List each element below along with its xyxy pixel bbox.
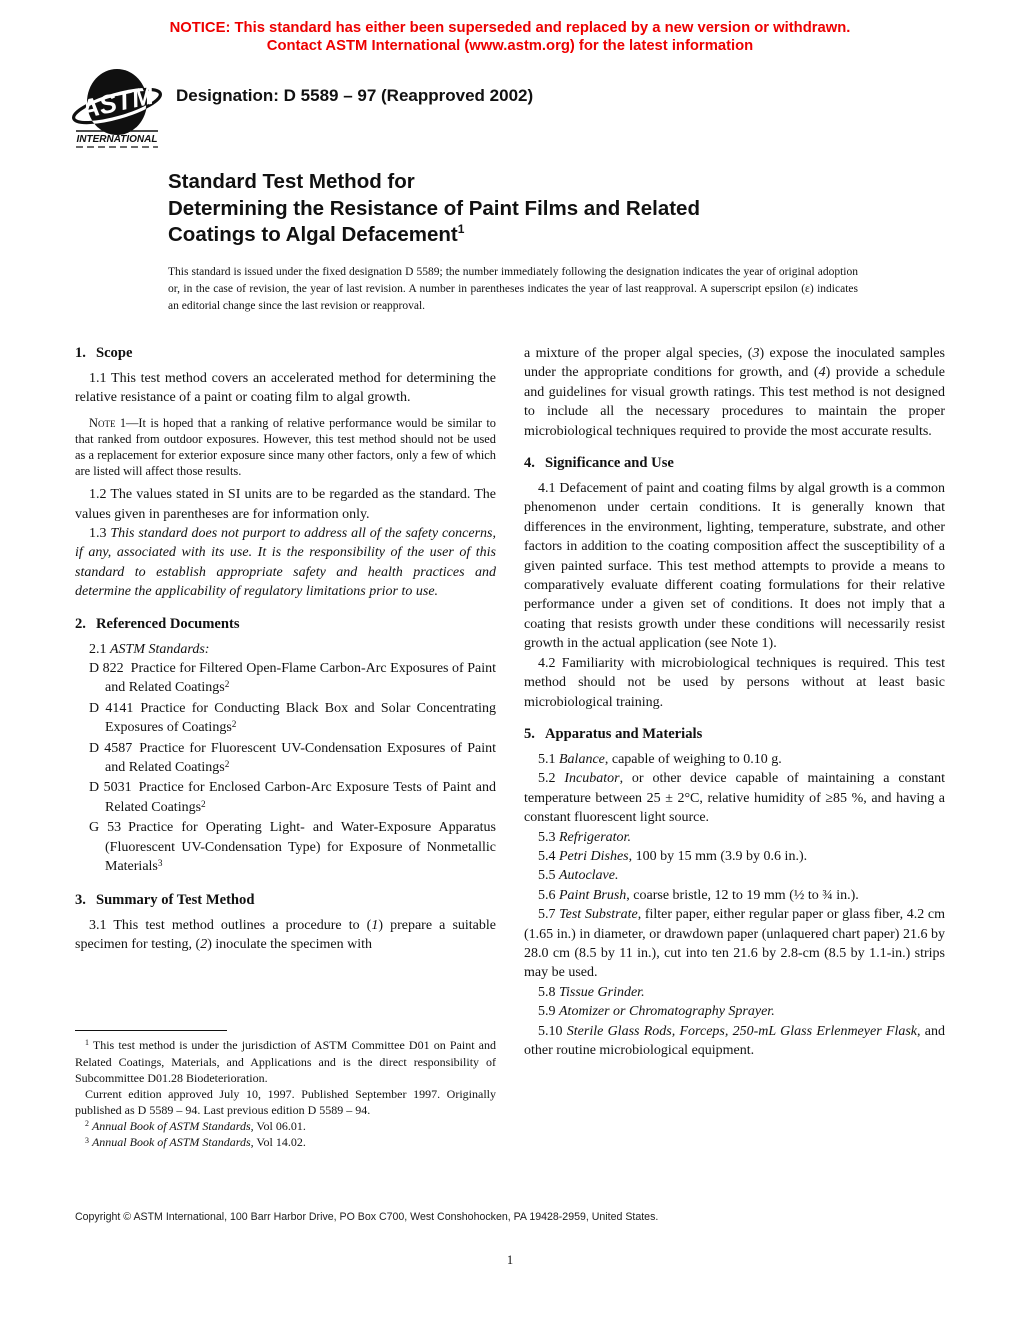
copyright-line: Copyright © ASTM International, 100 Barr Harbor Drive, PO Box C700, West Conshohocken, PA 19428-2959, United States.: [75, 1211, 659, 1223]
supersession-notice: [0, 20, 1020, 55]
apparatus-item-5-4: 5.4 Petri Dishes, 100 by 15 mm (3.9 by 0.6 in.).: [538, 848, 808, 864]
footnote-divider: [75, 1030, 227, 1031]
paragraph-1-1: 1.1 This test method covers an accelerated method for determining the relative resistance of a paint or coating film to algal growth.: [75, 371, 496, 406]
section-3-heading: [75, 891, 496, 909]
right-column: [524, 344, 945, 1060]
section-3-title: Summary of Test Method: [95, 891, 255, 908]
apparatus-item-5-10: 5.10 Sterile Glass Rods, Forceps, 250-mL Glass Erlenmeyer Flask, and other routine microbiological equipment.: [524, 1023, 945, 1058]
section-1-heading: [75, 344, 496, 362]
section-5-number: 5.: [524, 725, 535, 742]
paragraph-3-1: 3.1 This test method outlines a procedure to (1) prepare a suitable specimen for testing, (2) inoculate the specimen with: [75, 917, 496, 952]
astm-globe-icon: [70, 66, 164, 152]
referenced-standards-list: [75, 659, 496, 877]
footnote-3: $^3$ Annual Book of ASTM Standards, Vol 14.02.: [85, 1135, 306, 1150]
apparatus-item-5-3: 5.3 Refrigerator.: [538, 829, 631, 845]
notice-line-2: Contact ASTM International (www.astm.org) for the latest information: [266, 37, 754, 54]
paragraph-1-2: 1.2 The values stated in SI units are to be regarded as the standard. The values given in parentheses are for information only.: [75, 487, 496, 522]
notice-line-1: NOTICE: This standard has either been superseded and replaced by a new version or withdrawn.: [169, 20, 851, 36]
astm-logo-subtitle: INTERNATIONAL: [76, 134, 158, 145]
title-line-1: Standard Test Method for: [168, 170, 415, 193]
footnote-1: $^1$ This test method is under the jurisdiction of ASTM Committee D01 on Paint and Related Coatings, Materials, and Applications and is the direct responsibility of Subcommittee D01.28 Biodeterioration.: [75, 1038, 496, 1085]
section-2-title: Referenced Documents: [95, 615, 240, 632]
title-line-2: Determining the Resistance of Paint Films and Related: [168, 196, 700, 220]
apparatus-item-5-6: 5.6 Paint Brush, coarse bristle, 12 to 19 mm (½ to ¾ in.).: [538, 887, 859, 903]
title-line-3: [168, 222, 908, 251]
section-4-title: Significance and Use: [544, 455, 674, 472]
section-2-number: 2.: [75, 615, 86, 632]
section-2-heading: [75, 615, 496, 633]
apparatus-item-5-5: 5.5 Autoclave.: [538, 868, 619, 884]
apparatus-item-5-1: 5.1 Balance, capable of weighing to 0.10 g.: [538, 751, 782, 767]
title-footnote-ref: 1: [457, 222, 465, 236]
astm-logo: [70, 66, 166, 157]
paragraph-2-1: 2.1 ASTM Standards:: [89, 641, 210, 657]
section-3-number: 3.: [75, 891, 86, 908]
reference-item-g53: G 53 Practice for Operating Light- and Water-Exposure Apparatus (Fluorescent UV-Condensation Type) for Exposure of Nonmetallic Materials$^3$: [89, 820, 496, 875]
paragraph-4-1: 4.1 Defacement of paint and coating films by algal growth is a common phenomenon under certain conditions. It is generally known that differences in the environment, lighting, temperature, substrate, and other factors in addition to the coating composition affect the susceptibility of a given painted surface. This test method attempts to provide a means to comparatively evaluate different coating formulations for their relative performance under a given set of conditions. It does not imply that a coating that resists growth under these conditions will necessarily resist growth in the actual application (see Note 1).: [524, 481, 945, 652]
section-5-title: Apparatus and Materials: [544, 725, 703, 742]
reference-item-d4587: D 4587 Practice for Fluorescent UV-Condensation Exposures of Paint and Related Coatings$^2$: [89, 740, 496, 776]
footnotes: [75, 1030, 496, 1152]
left-column: [75, 344, 496, 954]
reference-item-d822: D 822 Practice for Filtered Open-Flame Carbon-Arc Exposures of Paint and Related Coatings$^2$: [89, 661, 496, 696]
note-1: Note 1—It is hoped that a ranking of relative performance would be similar to that ranked from outdoor exposures. However, this test method should not be used as a replacement for exterior exposure since many other factors, only a few of which are listed will affect those results.: [75, 415, 496, 479]
apparatus-item-5-9: 5.9 Atomizer or Chromatography Sprayer.: [538, 1004, 775, 1020]
section-4-heading: [524, 454, 945, 472]
paragraph-4-2: 4.2 Familiarity with microbiological techniques is required. This test method should not be used by persons without at least basic microbiological training.: [524, 655, 945, 710]
document-title: [168, 169, 908, 251]
section-1-title: Scope: [95, 345, 133, 361]
apparatus-item-5-2: 5.2 Incubator, or other device capable of maintaining a constant temperature between 25 ± 2°C, relative humidity of ≥85 %, and having a constant fluorescent light source.: [524, 771, 945, 826]
astm-logo-acronym: ASTM: [77, 79, 157, 125]
section-4-number: 4.: [524, 455, 535, 472]
page-number: 1: [506, 1253, 514, 1267]
designation: Designation: D 5589 – 97 (Reapproved 2002): [176, 86, 534, 105]
apparatus-item-5-8: 5.8 Tissue Grinder.: [538, 984, 645, 1000]
apparatus-item-5-7: 5.7 Test Substrate, filter paper, either regular paper or glass fiber, 4.2 cm (1.65 in.) in diameter, or drawdown paper (unlaquered chart paper) 21.6 by 28.0 cm (8.5 by 11 in.), cut into ten 21.6 by 2.8-cm (8.5 by 1.1-in.) strips may be used.: [524, 907, 945, 981]
section-1-number: 1.: [75, 345, 86, 361]
issuance-paragraph: This standard is issued under the fixed designation D 5589; the number immediately following the designation indicates the year of original adoption or, in the case of revision, the year of last revision. A number in parentheses indicates the year of last reapproval. A superscript epsilon (ε) indicates an editorial change since the last revision or reapproval.: [168, 266, 858, 312]
section-5-heading: [524, 725, 945, 743]
paragraph-1-3: 1.3 This standard does not purport to address all of the safety concerns, if any, associated with its use. It is the responsibility of the user of this standard to establish appropriate safety and health practices and determine the applicability of regulatory limitations prior to use.: [75, 526, 497, 600]
paragraph-3-1-continuation: a mixture of the proper algal species, (3) expose the inoculated samples under the appropriate conditions for growth, and (4) provide a schedule and guidelines for visual growth ratings. This test method is not designed to include all the necessary procedures to maintain the proper microbiological techniques required to provide the most accurate results.: [524, 346, 946, 439]
footnote-1-continued: Current edition approved July 10, 1997. Published September 1997. Originally published as D 5589 – 94. Last previous edition D 5589 – 94.: [75, 1086, 496, 1117]
title-line-3-text: Coatings to Algal Defacement: [168, 223, 458, 246]
reference-item-d4141: D 4141 Practice for Conducting Black Box and Solar Concentrating Exposures of Coatings$^2$: [89, 700, 496, 736]
footnote-2: $^2$ Annual Book of ASTM Standards, Vol 06.01.: [85, 1118, 306, 1133]
reference-item-d5031: D 5031 Practice for Enclosed Carbon-Arc Exposure Tests of Paint and Related Coatings$^2$: [89, 780, 496, 815]
